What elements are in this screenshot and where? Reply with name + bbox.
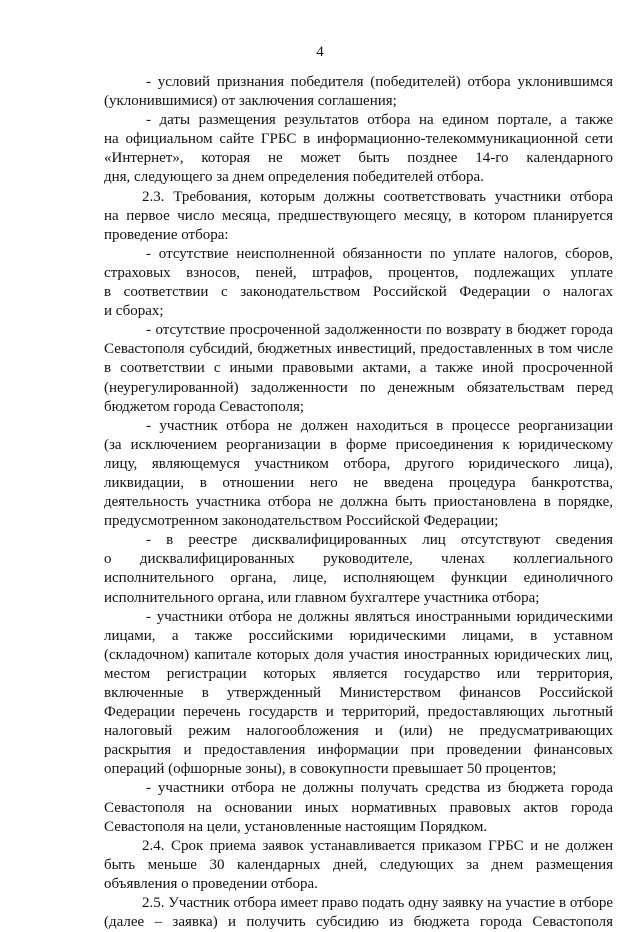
text-line: - отсутствие неисполненной обязанности по уплате налогов, сборов, — [146, 245, 613, 262]
text-line: - условий признания победителя (победителей) отбора уклонившимся — [146, 74, 613, 90]
page-number: 4 — [316, 44, 324, 60]
text-line: (далее – заявка) и получить субсидию из бюджета города Севастополя — [104, 914, 613, 931]
text-line: 2.3. Требования, которым должны соответствовать участники отбора — [142, 188, 613, 205]
text-line: включенные в утвержденный Министерством финансов Российской — [104, 685, 613, 701]
text-line: на официальном сайте ГРБС в информационно-телекоммуникационной сети — [104, 131, 613, 148]
text-line: - отсутствие просроченной задолженности по возврату в бюджет города — [146, 322, 613, 339]
text-line: в соответствии с законодательством Российской Федерации о налогах — [104, 284, 613, 301]
document-body — [104, 73, 613, 932]
text-line: ликвидации, в отношении него не введена процедура банкротства, — [104, 474, 613, 491]
text-line: в соответствии с иными правовыми актами, а также иной просроченной — [104, 360, 613, 377]
text-line: предусмотренном законодательством Российской Федерации; — [104, 513, 499, 530]
text-line: Федерации перечень государств и территорий, предоставляющих льготный — [104, 704, 613, 721]
text-line: Севастополя на цели, установленные настоящим Порядком. — [104, 818, 488, 835]
text-line: бюджетом города Севастополя; — [104, 398, 305, 415]
text-line: - участники отбора не должны являться иностранными юридическими — [146, 608, 613, 625]
text-line: деятельность участника отбора не должна быть приостановлена в порядке, — [104, 494, 613, 511]
text-line: - в реестре дисквалифицированных лиц отсутствуют сведения — [146, 532, 613, 549]
text-line: Севастополя субсидий, бюджетных инвестиций, предоставленных в том числе — [104, 341, 613, 358]
text-line: (уклонившимися) от заключения соглашения; — [104, 93, 397, 110]
text-line: объявления о проведении отбора. — [104, 875, 318, 892]
text-line: - даты размещения результатов отбора на едином портале, а также — [146, 112, 613, 129]
text-line: лицу, являющемуся участником отбора, другого юридического лица), — [104, 455, 613, 472]
text-line: местом регистрации которых является государство или территория, — [104, 665, 613, 682]
text-line: быть меньше 30 календарных дней, следующих за днем размещения — [104, 856, 613, 873]
text-line: налоговый режим налогообложения и (или) не предусматривающих — [104, 723, 613, 740]
text-line: - участники отбора не должны получать средства из бюджета города — [146, 780, 613, 797]
text-line: (неурегулированной) задолженности по денежным обязательствам перед — [104, 379, 613, 396]
text-line: (складочном) капитале которых доля участия иностранных юридических лиц, — [104, 646, 613, 663]
text-line: Севастополя на основании иных нормативных правовых актов города — [104, 799, 613, 816]
text-line: лицами, а также российскими юридическими лицами, в уставном — [104, 627, 613, 644]
text-line: «Интернет», которая не может быть позднее 14-го календарного — [104, 150, 613, 167]
text-line: проведение отбора: — [104, 226, 229, 243]
text-line: (за исключением реорганизации в форме присоединения к юридическому — [104, 436, 613, 453]
text-line: дня, следующего за днем определения победителей отбора. — [104, 169, 484, 186]
text-line: на первое число месяца, предшествующего месяцу, в котором планируется — [104, 207, 613, 224]
text-line: исполнительного органа, или главном бухгалтере участника отбора; — [104, 589, 540, 606]
text-line: страховых взносов, пеней, штрафов, процентов, подлежащих уплате — [104, 264, 613, 281]
text-line: раскрытия и предоставления информации при проведении финансовых — [104, 742, 613, 759]
text-line: 2.5. Участник отбора имеет право подать одну заявку на участие в отборе — [142, 895, 613, 912]
text-line: операций (офшорные зоны), в совокупности превышает 50 процентов; — [104, 761, 557, 778]
text-line: о дисквалифицированных руководителе, членах коллегиального — [104, 551, 613, 568]
text-line: и сборах; — [104, 303, 164, 320]
text-line: 2.4. Срок приема заявок устанавливается приказом ГРБС и не должен — [142, 837, 613, 854]
text-line: - участник отбора не должен находиться в процессе реорганизации — [146, 417, 613, 434]
text-line: исполнительного органа, лице, исполняющем функции единоличного — [104, 570, 613, 587]
